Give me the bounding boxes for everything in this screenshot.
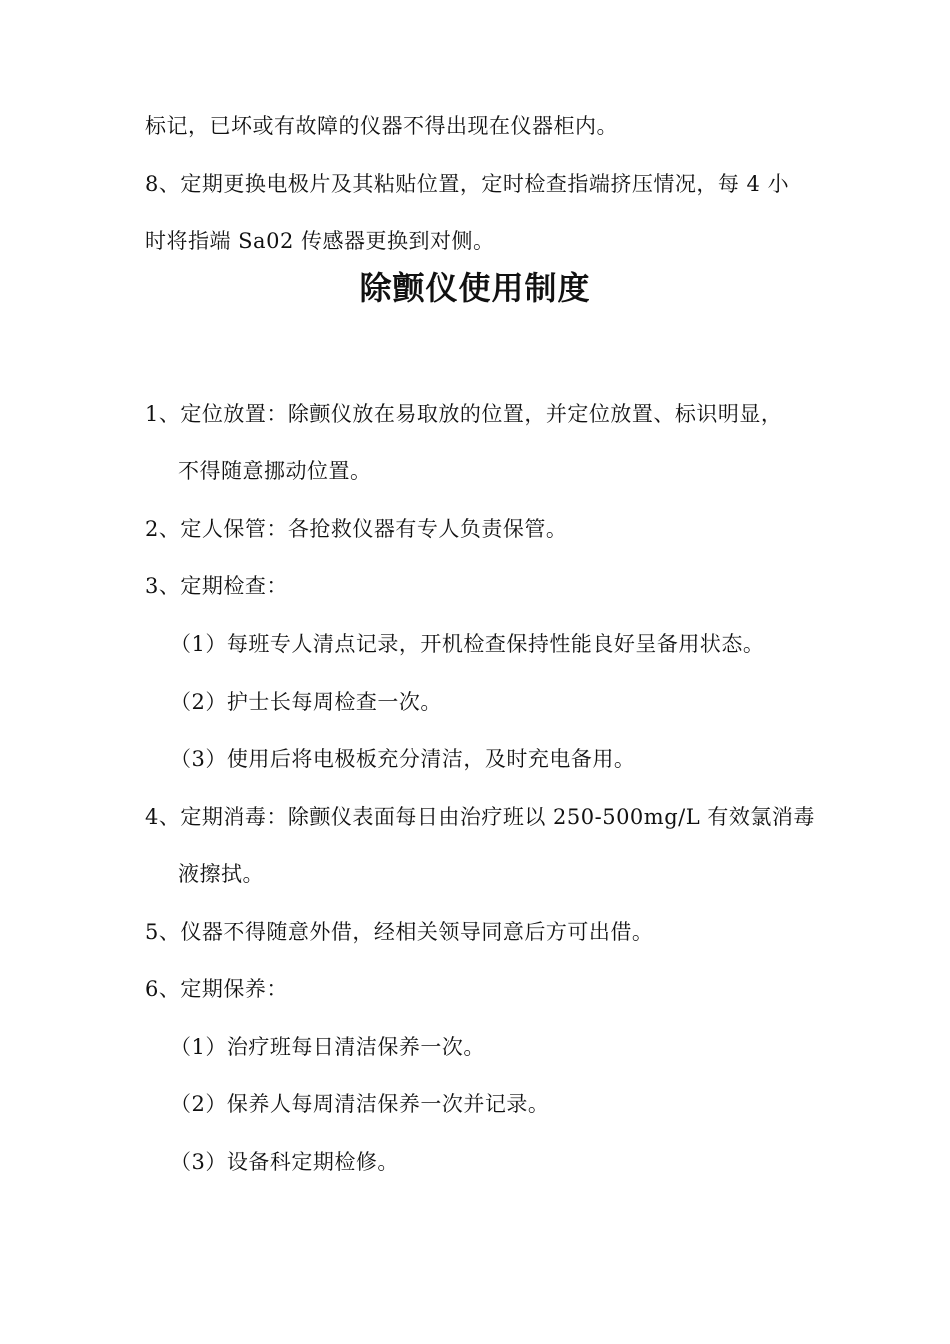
paragraph-line: 标记，已坏或有故障的仪器不得出现在仪器柜内。 [145,114,618,138]
sub-list-item: （3）使用后将电极板充分清洁，及时充电备用。 [170,747,636,771]
list-item: 2、定人保管：各抢救仪器有专人负责保管。 [145,517,568,541]
sub-list-item: （1）每班专人清点记录，开机检查保持性能良好呈备用状态。 [170,632,765,656]
list-item: 4、定期消毒：除颤仪表面每日由治疗班以 250-500mg/L 有效氯消毒 [145,805,815,829]
paragraph-line: 8、定期更换电极片及其粘贴位置，定时检查指端挤压情况，每 4 小 [145,172,790,196]
list-item-continuation: 液擦拭。 [178,862,264,886]
list-item: 3、定期检查： [145,574,288,598]
list-item-continuation: 不得随意挪动位置。 [178,459,372,483]
sub-list-item: （2）护士长每周检查一次。 [170,690,442,714]
paragraph-line: 时将指端 Sa02 传感器更换到对侧。 [145,229,495,253]
sub-list-item: （3）设备科定期检修。 [170,1150,399,1174]
sub-list-item: （1）治疗班每日清洁保养一次。 [170,1035,485,1059]
list-item: 5、仪器不得随意外借，经相关领导同意后方可出借。 [145,920,654,944]
list-item: 1、定位放置：除颤仪放在易取放的位置，并定位放置、标识明显， [145,402,783,426]
document-title: 除颤仪使用制度 [359,269,591,307]
sub-list-item: （2）保养人每周清洁保养一次并记录。 [170,1092,550,1116]
list-item: 6、定期保养： [145,977,288,1001]
